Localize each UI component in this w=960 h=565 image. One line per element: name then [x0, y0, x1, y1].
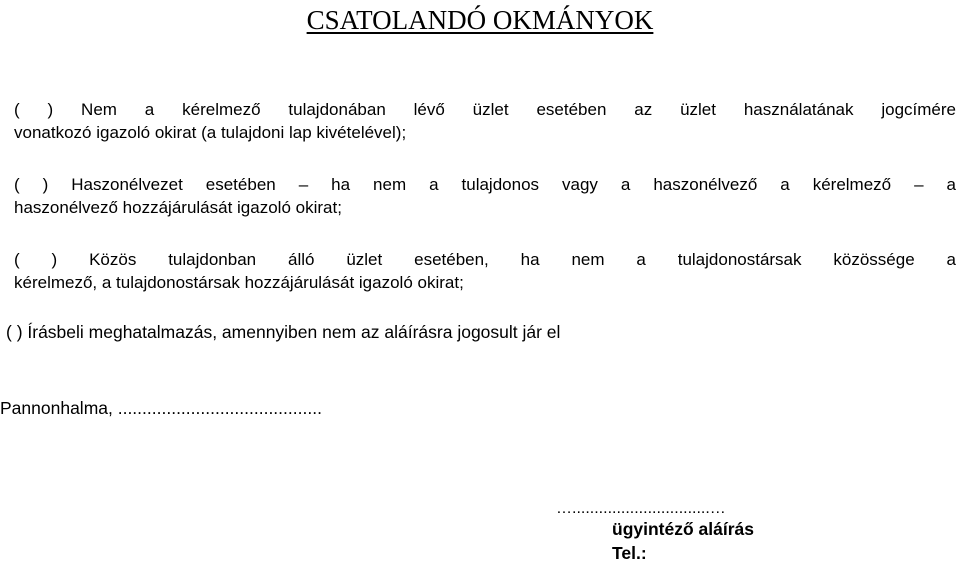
telephone-label: Tel.: [612, 543, 647, 563]
item-line: ( ) Haszonélvezet esetében – ha nem a tulajdonos vagy a haszonélvező a kérelmező – a [14, 175, 956, 194]
document-item-usufruct [14, 173, 956, 219]
page-title: CSATOLANDÓ OKMÁNYOK [306, 5, 654, 35]
signature-line: …...............................… [556, 500, 726, 517]
item-line: ( ) Közös tulajdonban álló üzlet esetében, ha nem a tulajdonostársak közössége a [14, 250, 956, 269]
document-item-joint-ownership [14, 248, 956, 294]
item-line: ( ) Nem a kérelmező tulajdonában lévő üzlet esetében az üzlet használatának jogcímére [14, 100, 956, 119]
place-date-line: Pannonhalma, .......................................... [0, 398, 322, 418]
item-line: ( ) Írásbeli meghatalmazás, amennyiben nem az aláírásra jogosult jár el [6, 322, 561, 342]
item-line: haszonélvező hozzájárulását igazoló okirat; [14, 198, 342, 217]
signature-label: ügyintéző aláírás [612, 519, 754, 539]
document-item-usage-title [14, 98, 956, 144]
item-line: kérelmező, a tulajdonostársak hozzájárulását igazoló okirat; [14, 273, 464, 292]
item-line: vonatkozó igazoló okirat (a tulajdoni lap kivételével); [14, 123, 407, 142]
document-item-power-of-attorney [6, 321, 906, 344]
